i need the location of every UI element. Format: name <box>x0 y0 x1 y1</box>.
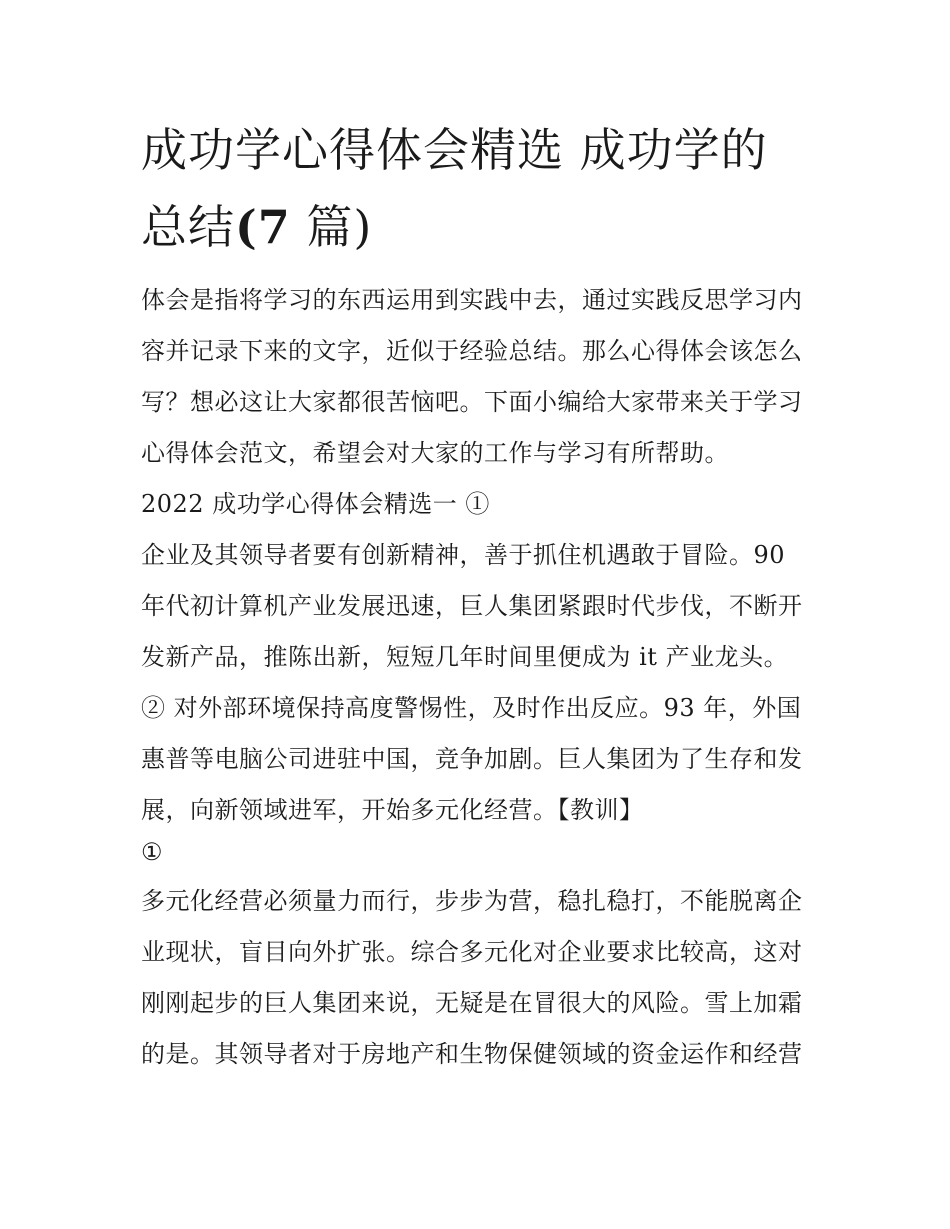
section-heading: 2022 成功学心得体会精选一 ① <box>141 490 490 518</box>
body-line: 发新产品，推陈出新，短短几年时间里便成为 it 产业龙头。 <box>141 643 789 671</box>
body-line: 容并记录下来的文字，近似于经验总结。那么心得体会该怎么 <box>141 337 803 365</box>
body-line: 的是。其领导者对于房地产和生物保健领域的资金运作和经营 <box>141 1040 803 1068</box>
title-line-2b: (7 <box>235 200 291 254</box>
body-line: 写？想必这让大家都很苦恼吧。下面小编给大家带来关于学习 <box>141 388 803 416</box>
body-line: 业现状，盲目向外扩张。综合多元化对企业要求比较高，这对 <box>141 938 803 966</box>
title-line-1: 成功学心得体会精选 成功学的 <box>141 123 768 177</box>
title-line-2a: 总结 <box>141 200 235 254</box>
body-line: 年代初计算机产业发展迅速，巨人集团紧跟时代步伐，不断开 <box>141 592 803 620</box>
document-title <box>141 112 831 266</box>
body-line: ② 对外部环境保持高度警惕性，及时作出反应。93 年，外国 <box>141 694 802 722</box>
body-line: 多元化经营必须量力而行，步步为营，稳扎稳打，不能脱离企 <box>141 887 803 915</box>
body-line: 企业及其领导者要有创新精神，善于抓住机遇敢于冒险。90 <box>141 541 786 569</box>
body-line: 心得体会范文，希望会对大家的工作与学习有所帮助。 <box>141 439 729 467</box>
body-line: 展，向新领域进军，开始多元化经营。【教训】 <box>141 796 644 824</box>
body-line: 刚刚起步的巨人集团来说，无疑是在冒很大的风险。雪上加霜 <box>141 989 803 1017</box>
list-marker: ① <box>141 838 164 866</box>
title-line-2c: 篇) <box>290 200 373 254</box>
body-line: 体会是指将学习的东西运用到实践中去，通过实践反思学习内 <box>141 286 803 314</box>
body-line: 惠普等电脑公司进驻中国，竞争加剧。巨人集团为了生存和发 <box>141 745 803 773</box>
